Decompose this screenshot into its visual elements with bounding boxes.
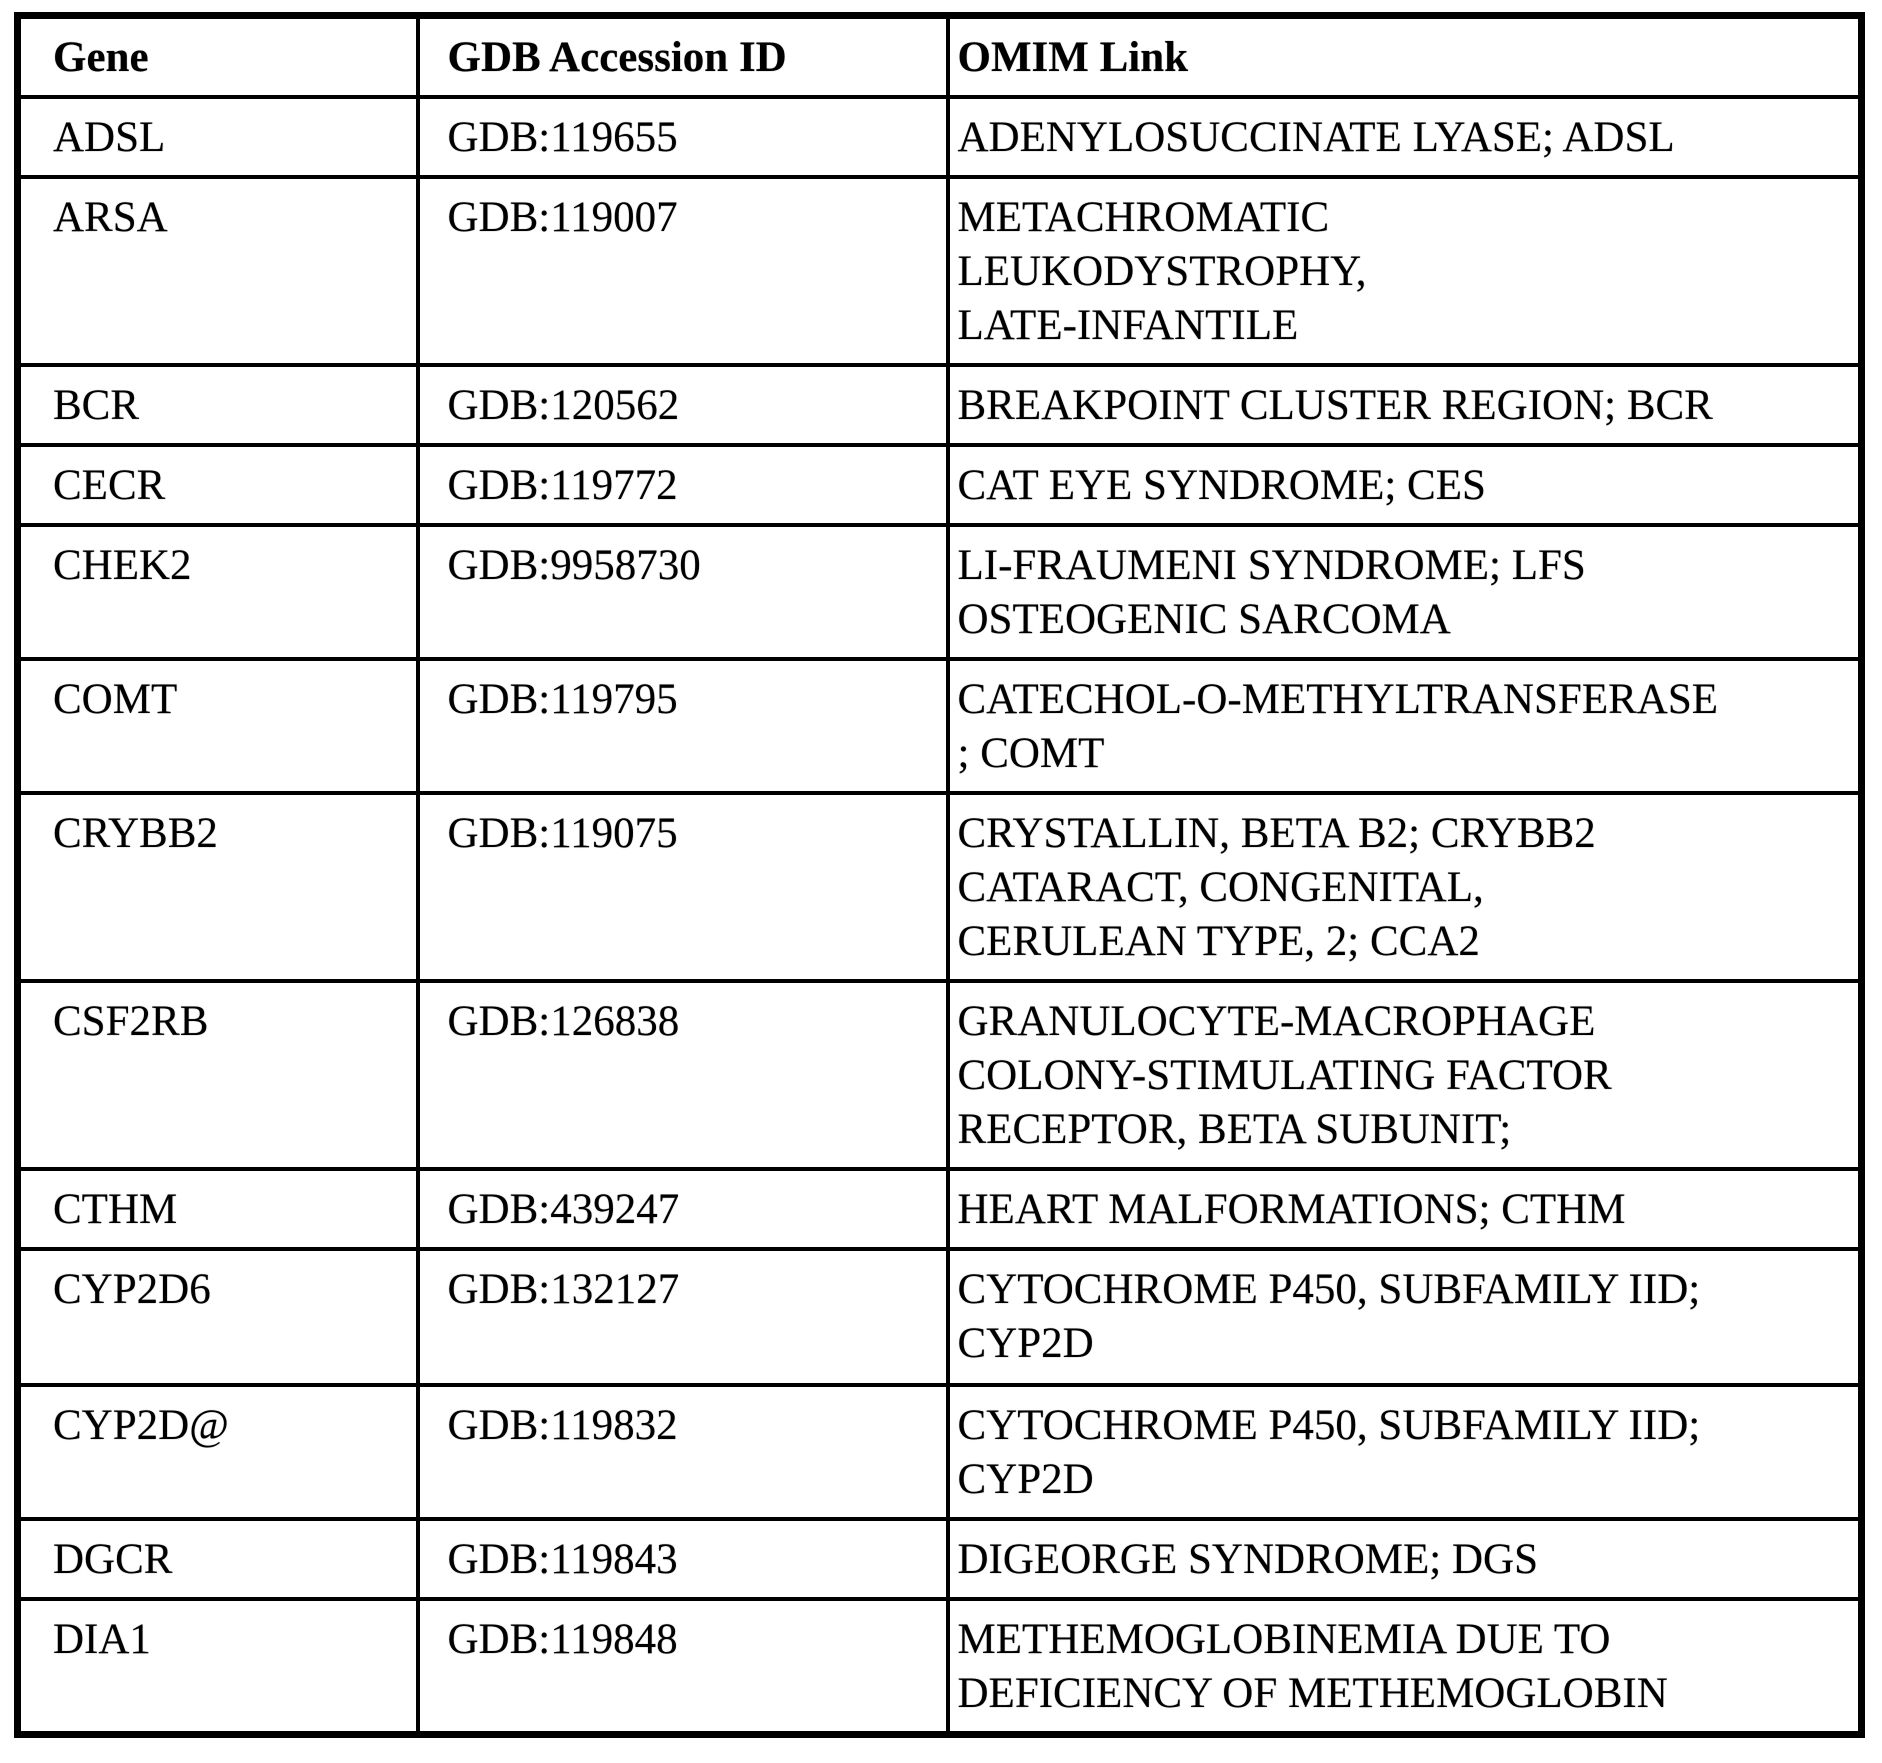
table-body <box>18 97 1862 1735</box>
table-row <box>18 1169 1862 1249</box>
gdb-accession-column-header: GDB Accession ID <box>418 16 948 98</box>
gene-cell: BCR <box>18 365 418 445</box>
table-row <box>18 525 1862 659</box>
gene-cell: CRYBB2 <box>18 793 418 981</box>
table-row <box>18 793 1862 981</box>
table-row <box>18 1249 1862 1385</box>
table-header <box>18 16 1862 98</box>
gdb-accession-cell: GDB:132127 <box>418 1249 948 1385</box>
omim-link-cell: BREAKPOINT CLUSTER REGION; BCR <box>948 365 1862 445</box>
omim-link-cell: DIGEORGE SYNDROME; DGS <box>948 1519 1862 1599</box>
gene-omim-table <box>14 12 1865 1738</box>
omim-link-cell: CYTOCHROME P450, SUBFAMILY IID; CYP2D <box>948 1385 1862 1519</box>
gdb-accession-cell: GDB:119843 <box>418 1519 948 1599</box>
table-row <box>18 445 1862 525</box>
header-row <box>18 16 1862 98</box>
gene-cell: CYP2D@ <box>18 1385 418 1519</box>
omim-link-cell: CATECHOL-O-METHYLTRANSFERASE ; COMT <box>948 659 1862 793</box>
table-row <box>18 1385 1862 1519</box>
gene-cell: DGCR <box>18 1519 418 1599</box>
table-row <box>18 365 1862 445</box>
table-row <box>18 1599 1862 1735</box>
omim-link-cell: METHEMOGLOBINEMIA DUE TO DEFICIENCY OF METHEMOGLOBIN <box>948 1599 1862 1735</box>
omim-link-cell: CRYSTALLIN, BETA B2; CRYBB2 CATARACT, CONGENITAL, CERULEAN TYPE, 2; CCA2 <box>948 793 1862 981</box>
gene-cell: CECR <box>18 445 418 525</box>
omim-link-cell: METACHROMATIC LEUKODYSTROPHY, LATE-INFANTILE <box>948 177 1862 365</box>
table-row <box>18 659 1862 793</box>
omim-link-cell: ADENYLOSUCCINATE LYASE; ADSL <box>948 97 1862 177</box>
gene-cell: COMT <box>18 659 418 793</box>
gene-cell: ARSA <box>18 177 418 365</box>
gene-column-header: Gene <box>18 16 418 98</box>
table-row <box>18 981 1862 1169</box>
table-row <box>18 97 1862 177</box>
gdb-accession-cell: GDB:9958730 <box>418 525 948 659</box>
gdb-accession-cell: GDB:120562 <box>418 365 948 445</box>
gdb-accession-cell: GDB:119772 <box>418 445 948 525</box>
gene-cell: ADSL <box>18 97 418 177</box>
gdb-accession-cell: GDB:126838 <box>418 981 948 1169</box>
gene-cell: CSF2RB <box>18 981 418 1169</box>
gdb-accession-cell: GDB:119007 <box>418 177 948 365</box>
gdb-accession-cell: GDB:119832 <box>418 1385 948 1519</box>
omim-link-column-header: OMIM Link <box>948 16 1862 98</box>
table-row <box>18 177 1862 365</box>
omim-link-cell: CYTOCHROME P450, SUBFAMILY IID; CYP2D <box>948 1249 1862 1385</box>
gdb-accession-cell: GDB:119795 <box>418 659 948 793</box>
omim-link-cell: LI-FRAUMENI SYNDROME; LFS OSTEOGENIC SARCOMA <box>948 525 1862 659</box>
omim-link-cell: HEART MALFORMATIONS; CTHM <box>948 1169 1862 1249</box>
gene-cell: CHEK2 <box>18 525 418 659</box>
gdb-accession-cell: GDB:119848 <box>418 1599 948 1735</box>
gdb-accession-cell: GDB:119075 <box>418 793 948 981</box>
omim-link-cell: GRANULOCYTE-MACROPHAGE COLONY-STIMULATING FACTOR RECEPTOR, BETA SUBUNIT; <box>948 981 1862 1169</box>
gdb-accession-cell: GDB:439247 <box>418 1169 948 1249</box>
gene-cell: CYP2D6 <box>18 1249 418 1385</box>
gene-cell: DIA1 <box>18 1599 418 1735</box>
omim-link-cell: CAT EYE SYNDROME; CES <box>948 445 1862 525</box>
table-row <box>18 1519 1862 1599</box>
gene-cell: CTHM <box>18 1169 418 1249</box>
gdb-accession-cell: GDB:119655 <box>418 97 948 177</box>
